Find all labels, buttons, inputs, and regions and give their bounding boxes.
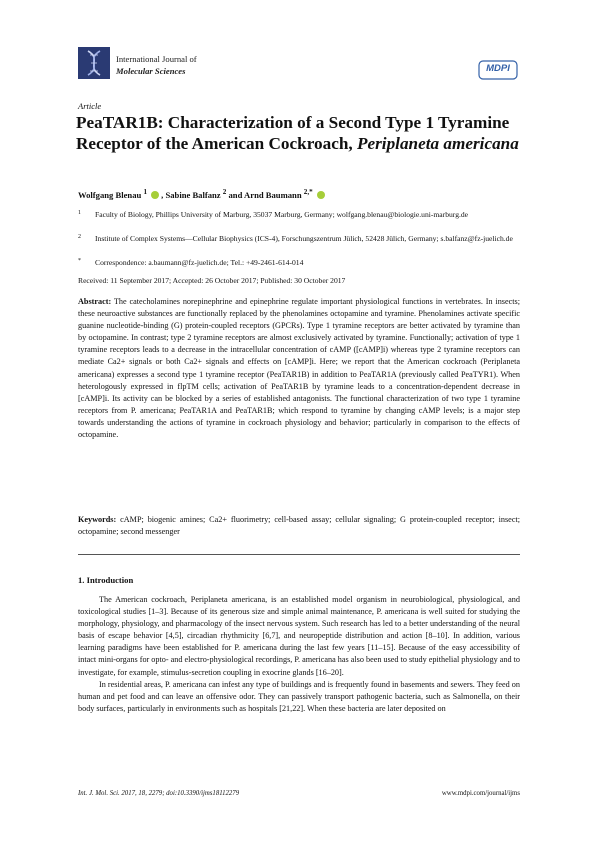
title-main: PeaTAR1B: Characterization of a Second Type 1 Tyramine Receptor of the American Cockroach, [76, 113, 510, 153]
abstract [78, 296, 520, 441]
affiliation-text: Institute of Complex Systems—Cellular Biophysics (ICS-4), Forschungszentrum Jülich, 52428 Jülich, Germany; s.balfanz@fz-juelich.de [95, 234, 513, 243]
author-affiliation-mark: 1 [143, 188, 148, 196]
keywords-label: Keywords: [78, 515, 117, 524]
affiliation-mark: * [78, 258, 81, 264]
journal-name-line2: Molecular Sciences [116, 66, 186, 76]
orcid-icon[interactable] [151, 191, 159, 199]
journal-logo [78, 47, 110, 79]
author-name[interactable]: Wolfgang Blenau [78, 189, 142, 200]
body-text [78, 594, 520, 715]
journal-name-line1: International Journal of [116, 54, 197, 64]
title-species: Periplaneta americana [356, 134, 519, 153]
publisher-logo [478, 60, 518, 80]
section-divider [78, 554, 520, 555]
keywords [78, 514, 520, 538]
paragraph: The American cockroach, Periplaneta americana, is an established model organism in neurobiological, physiological, and toxicological studies [1–3]. Because of its generous size and simple animal maintenance, P. americana is well suited for studying the morphology, physiology, and pharmacology of the insect nervous system. Such research has led to a better understanding of the neural basis of escape behavior [4,5], circadian rhythmicity [6,7], and neuropeptide distribution and action [8–10]. In addition, various learning paradigms have been established for P. americana during the last few years [11–15]. Because of the easy accessibility of intact mini-organs for opto- and electro-physiological recordings, P. americana has also been used to study epithelial physiology and to investigate, for example, stimulus-secretion coupling in exocrine glands [16–20]. [78, 595, 520, 677]
paragraph: In residential areas, P. americana can infest any type of buildings and is frequently found in basements and sewers. They feed on human and pet food and can leave an offensive odor. They can passively transport pathogenic bacteria, such as Salmonella, on their body surfaces, particularly in environments such as hospitals [21,22]. When these bacteria are later deposited on [78, 679, 520, 713]
dna-helix-icon [78, 47, 110, 79]
article-type: Article [78, 101, 102, 111]
article-title [76, 112, 526, 154]
journal-name [116, 53, 197, 77]
abstract-text: The catecholamines norepinephrine and epinephrine regulate important physiological functions in vertebrates. In insects; these neuroactive substances are functionally replaced by the phenolamines octopamine and tyramine. Phenolamines activate specific guanine nucleotide-binding (G) protein-coupled receptors (GPCRs). Type 1 tyramine receptors are better activated by tyramine than by octopamine. In contrast; type 2 tyramine receptors are almost exclusively activated by tyramine. Functionally; activation of type 1 tyramine receptors leads to a decrease in the intracellular concentration of cAMP ([cAMP]i) whereas type 2 tyramine receptors can mediate Ca2+ signals or both Ca2+ signals and effects on [cAMP]i. Here; we report that the American cockroach (Periplaneta americana) expresses a second type 1 tyramine receptor (PeaTAR1B) in addition to PeaTAR1A (previously called PeaTYR1). When heterologously expressed in flpTM cells; activation of PeaTAR1B by tyramine leads to a concentration-dependent decrease in [cAMP]i. Its activity can be blocked by a series of established antagonists. The functional characterization of two type 1 tyramine receptors from P. americana; PeaTAR1A and PeaTAR1B; which respond to tyramine by changing cAMP levels; is a major step towards understanding the actions of tyramine in cockroach physiology and behavior; particularly in comparison to the effects of octopamine. [78, 297, 520, 440]
affiliation-text: Faculty of Biology, Phillips University of Marburg, 35037 Marburg, Germany; wolfgang.blenau@biologie.uni-marburg.de [95, 210, 469, 219]
footer-citation: Int. J. Mol. Sci. 2017, 18, 2279; doi:10.3390/ijms18112279 [78, 790, 240, 797]
publisher-name: MDPI [486, 63, 510, 74]
author-name[interactable]: Arnd Baumann [244, 189, 302, 200]
affiliation-mark: 1 [78, 210, 81, 216]
author-list: Wolfgang Blenau $^1$ , Sabine Balfanz $^2$ and Arnd Baumann $^{2,*}$ [78, 188, 327, 200]
footer-url[interactable]: www.mdpi.com/journal/ijms [441, 790, 520, 797]
article-dates: Received: 11 September 2017; Accepted: 26 October 2017; Published: 30 October 2017 [78, 276, 346, 285]
section-heading: 1. Introduction [78, 575, 134, 585]
author-affiliation-mark: 2 [222, 188, 227, 196]
orcid-icon[interactable] [317, 191, 325, 199]
abstract-label: Abstract: [78, 297, 112, 306]
author-name[interactable]: Sabine Balfanz [165, 189, 221, 200]
correspondence-text: Correspondence: a.baumann@fz-juelich.de; Tel.: +49-2461-614-014 [95, 258, 304, 267]
author-affiliation-mark: 2,* [303, 188, 313, 196]
affiliation-mark: 2 [78, 234, 81, 240]
keywords-text: cAMP; biogenic amines; Ca2+ fluorimetry; cell-based assay; cellular signaling; G protein-coupled receptor; insect; octopamine; second messenger [78, 515, 521, 537]
